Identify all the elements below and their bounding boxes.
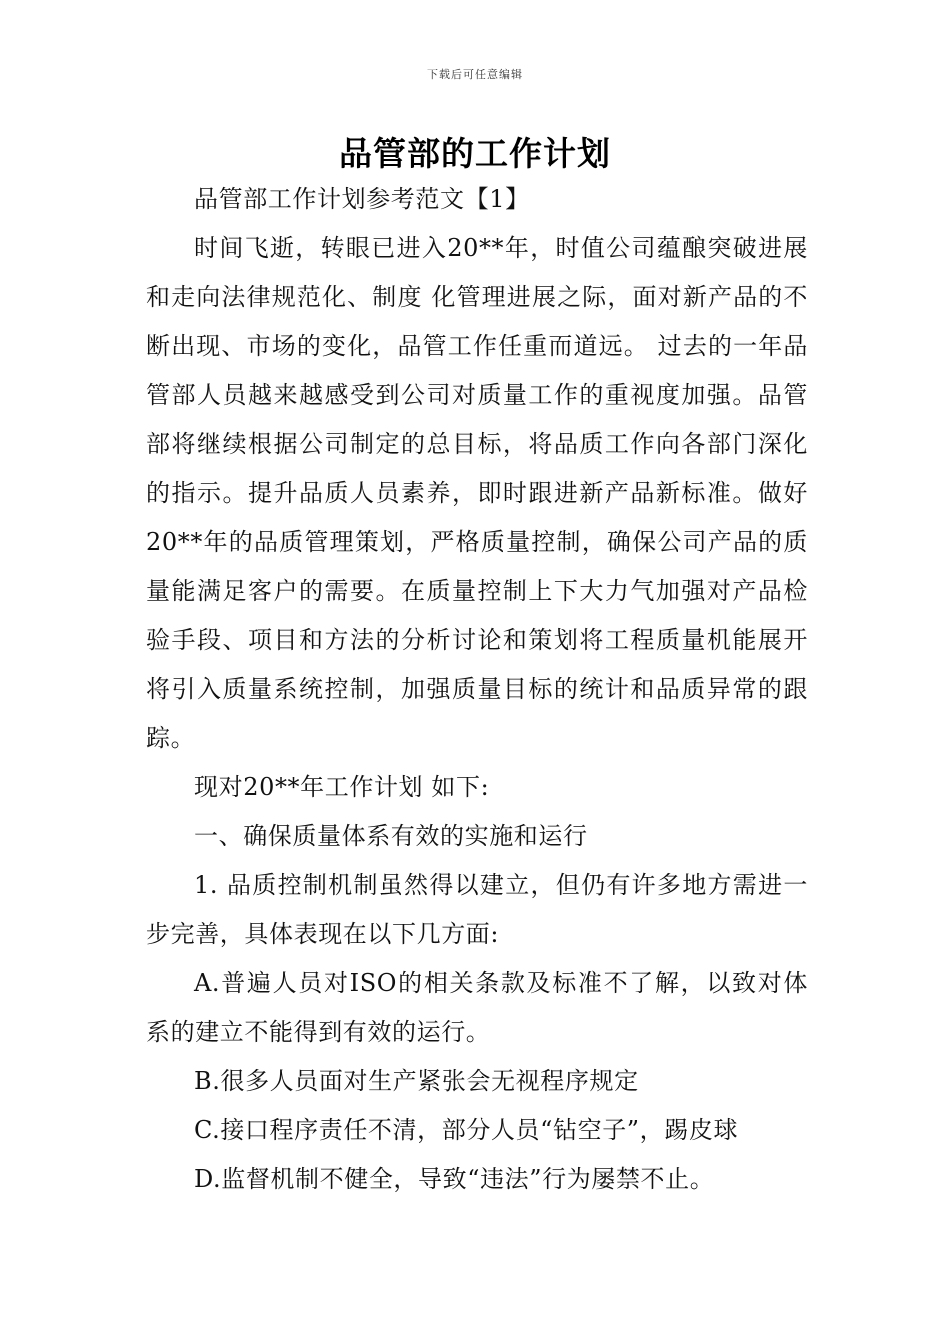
item-paragraph-1: 1. 品质控制机制虽然得以建立，但仍有许多地方需进一步完善，具体表现在以下几方面: bbox=[146, 871, 808, 948]
item-paragraph-d: D.监督机制不健全，导致“违法”行为屡禁不止。 bbox=[194, 1165, 715, 1193]
section-heading-reference: 品管部工作计划参考范文【1】 bbox=[194, 185, 530, 213]
header-note: 下载后可任意编辑 bbox=[427, 68, 523, 81]
item-paragraph-a: A.普遍人员对ISO的相关条款及标准不了解，以致对体系的建立不能得到有效的运行。 bbox=[146, 969, 808, 1046]
document-body bbox=[146, 175, 808, 1204]
document-title: 品管部的工作计划 bbox=[339, 134, 611, 173]
item-paragraph-b: B.很多人员面对生产紧张会无视程序规定 bbox=[194, 1067, 639, 1095]
intro-paragraph: 时间飞逝，转眼已进入20**年，时值公司蕴酿突破进展和走向法律规范化、制度 化管理进展之际，面对新产品的不断出现、市场的变化，品管工作任重而道远。 过去的一年品管部人员越来越感受到公司对质量工作的重视度加强。品管部将继续根据公司制定的总目标，将品质工作向各部门深化的指示。提升品质人员素养，即时跟进新产品新标准。做好20**年的品质管理策划，严格质量控制，确保公司产品的质量能满足客户的需要。在质量控制上下大力气加强对产品检验手段、项目和方法的分析讨论和策划将工程质量机能展开将引入质量系统控制，加强质量目标的统计和品质异常的跟踪。 bbox=[146, 234, 808, 752]
section-heading-one: 一、确保质量体系有效的实施和运行 bbox=[194, 822, 588, 850]
item-paragraph-c: C.接口程序责任不清，部分人员“钻空子”，踢皮球 bbox=[194, 1116, 739, 1144]
plan-intro-paragraph: 现对20**年工作计划 如下: bbox=[194, 773, 490, 801]
